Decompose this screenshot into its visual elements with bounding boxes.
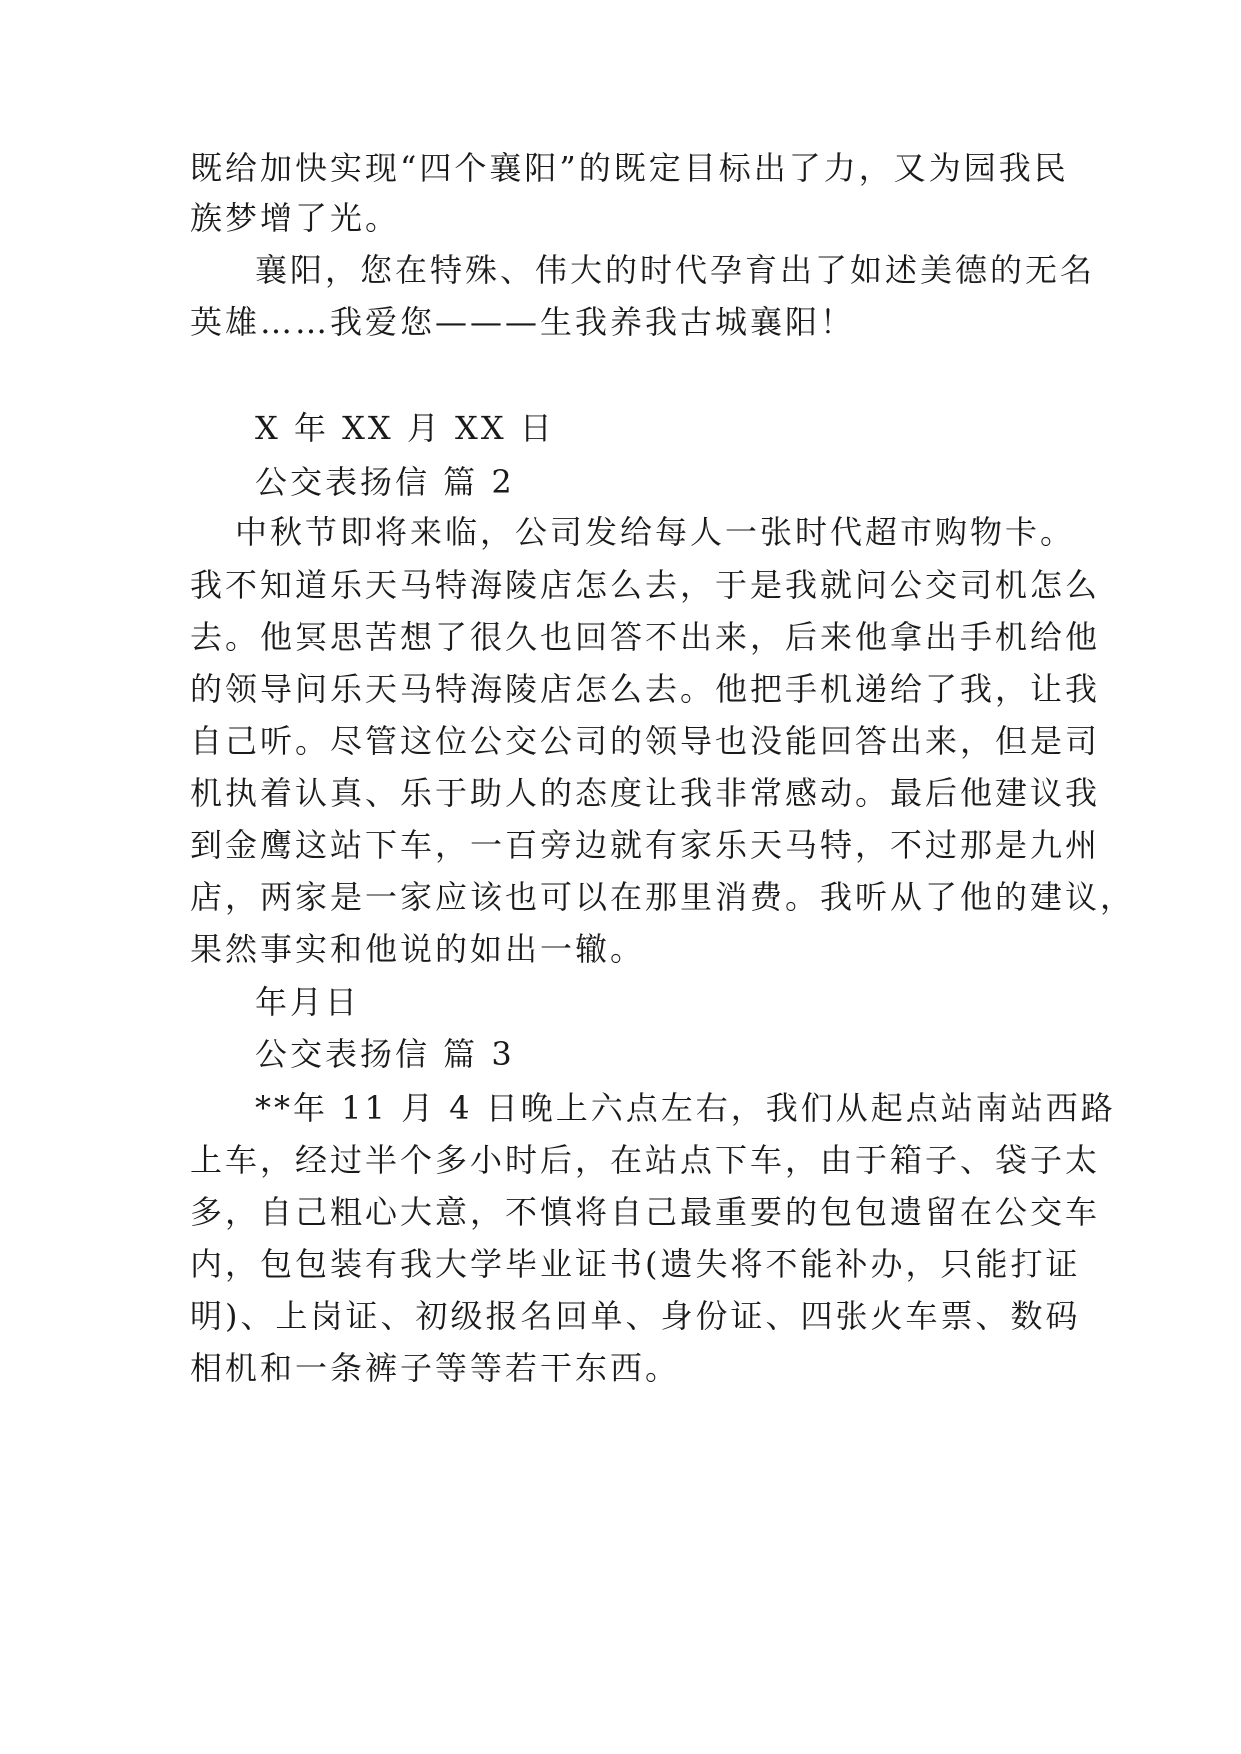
paragraph-line: 既给加快实现“四个襄阳”的既定目标出了力，又为园我民 <box>190 149 1069 187</box>
paragraph-line: 英雄……我爱您———生我养我古城襄阳！ <box>190 303 856 341</box>
date-line: X 年 XX 月 XX 日 <box>255 409 555 447</box>
section-heading: 公交表扬信 篇 2 <box>255 463 515 501</box>
paragraph-line: 襄阳，您在特殊、伟大的时代孕育出了如述美德的无名 <box>255 251 1096 289</box>
paragraph-line: 明)、上岗证、初级报名回单、身份证、四张火车票、数码 <box>190 1297 1081 1335</box>
paragraph-line: 果然事实和他说的如出一辙。 <box>190 930 646 968</box>
paragraph-line: 到金鹰这站下车，一百旁边就有家乐天马特，不过那是九州 <box>190 826 1101 864</box>
paragraph-line: 中秋节即将来临，公司发给每人一张时代超市购物卡。 <box>235 513 1076 551</box>
paragraph-line: 自己听。尽管这位公交公司的领导也没能回答出来，但是司 <box>190 722 1101 760</box>
paragraph-line: 我不知道乐天马特海陵店怎么去，于是我就问公交司机怎么 <box>190 566 1101 604</box>
paragraph-line: 族梦增了光。 <box>190 199 401 237</box>
paragraph-line: 机执着认真、乐于助人的态度让我非常感动。最后他建议我 <box>190 774 1101 812</box>
date-line: 年月日 <box>255 983 361 1021</box>
paragraph-line: 内，包包装有我大学毕业证书(遗失将不能补办，只能打证 <box>190 1245 1081 1283</box>
section-heading: 公交表扬信 篇 3 <box>255 1035 515 1073</box>
paragraph-line: 的领导问乐天马特海陵店怎么去。他把手机递给了我，让我 <box>190 670 1101 708</box>
paragraph-line: 相机和一条裤子等等若干东西。 <box>190 1349 681 1387</box>
paragraph-line: 上车，经过半个多小时后，在站点下车，由于箱子、袋子太 <box>190 1141 1101 1179</box>
paragraph-line: 去。他冥思苦想了很久也回答不出来，后来他拿出手机给他 <box>190 618 1101 656</box>
paragraph-line: 店，两家是一家应该也可以在那里消费。我听从了他的建议， <box>190 878 1136 916</box>
paragraph-line: **年 11 月 4 日晚上六点左右，我们从起点站南站西路 <box>255 1089 1116 1127</box>
paragraph-line: 多，自己粗心大意，不慎将自己最重要的包包遗留在公交车 <box>190 1193 1101 1231</box>
